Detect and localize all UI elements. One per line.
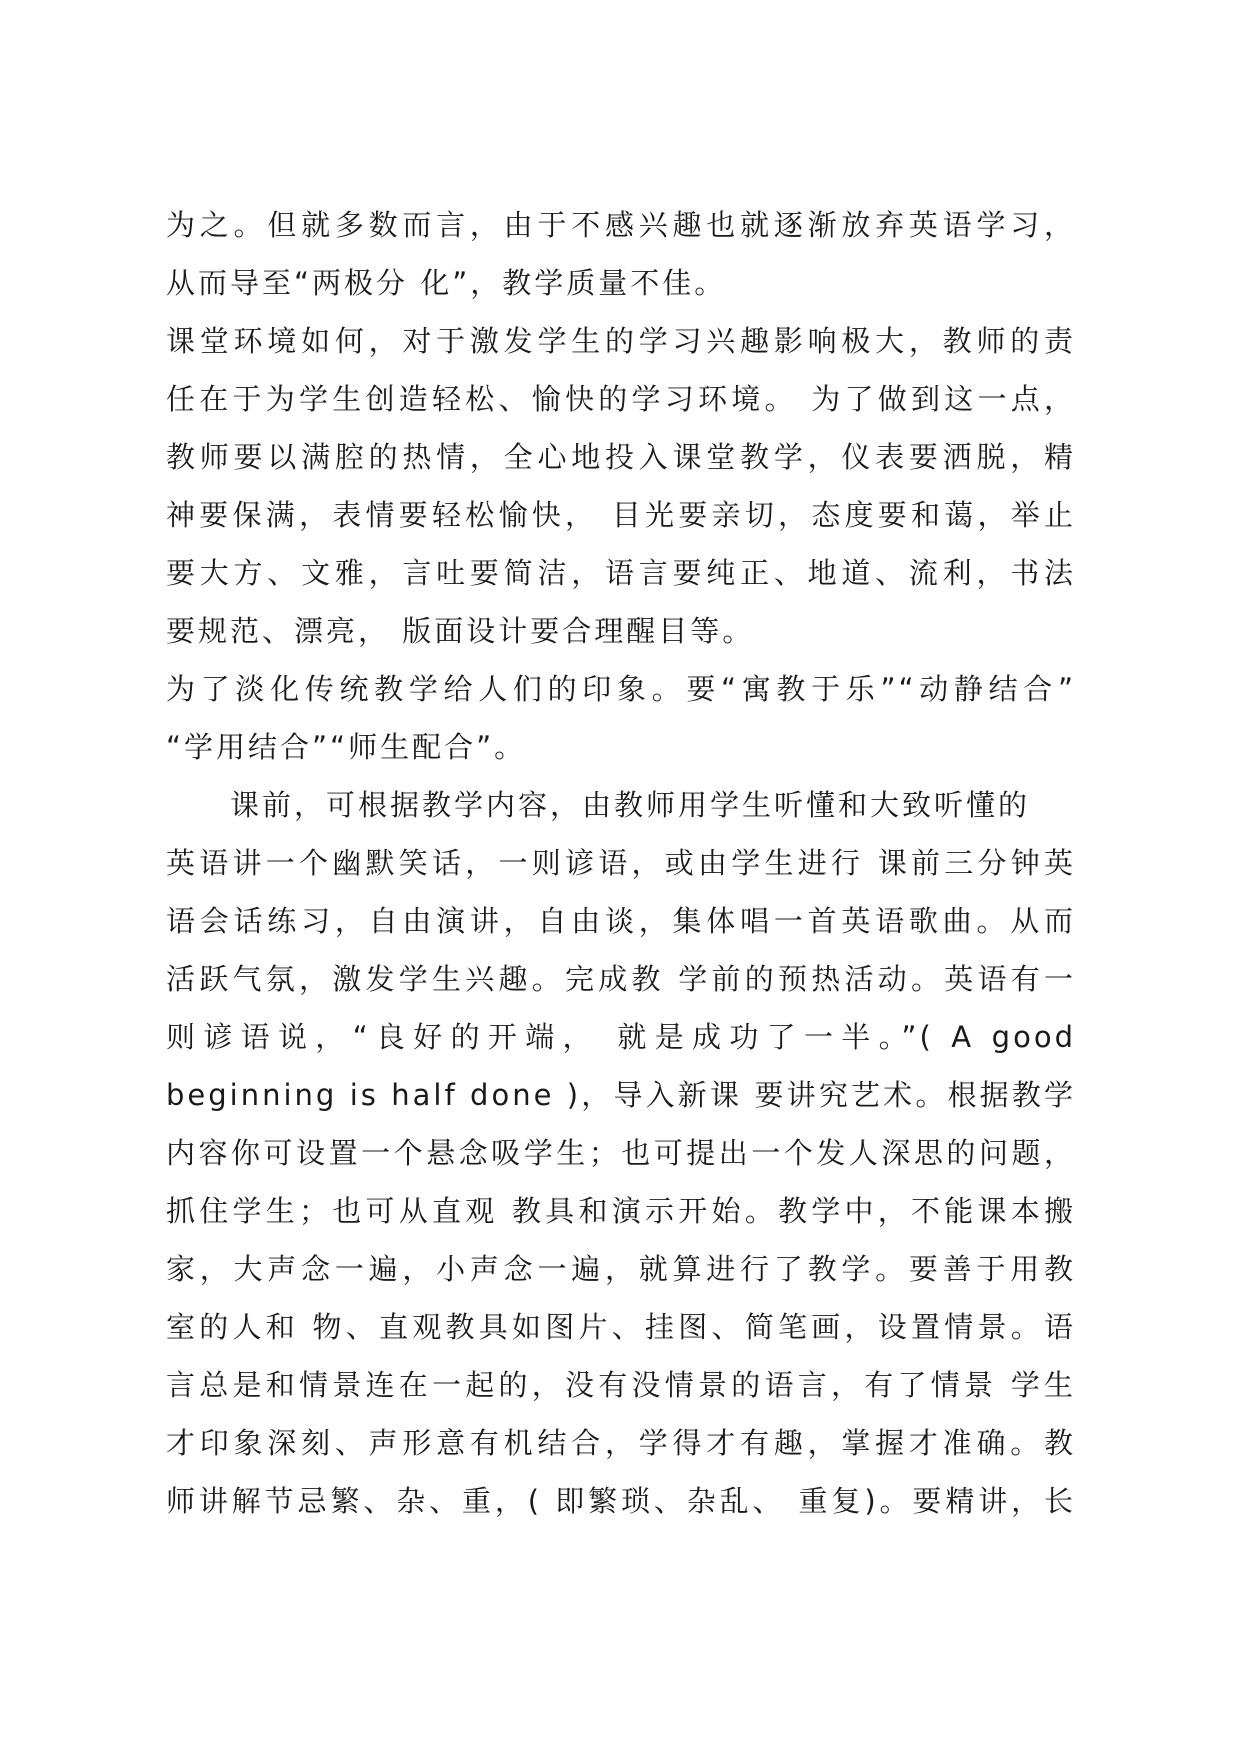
text-line: 为了淡化传统教学给人们的印象。要“寓教于乐”“动静结合” [166, 672, 1076, 706]
text-line: 言总是和情景连在一起的，没有没情景的语言，有了情景 学生 [166, 1368, 1076, 1402]
text-line: beginning is half done )，导入新课 要讲究艺术。根据教学 [166, 1078, 1076, 1112]
text-line: 要规范、漂亮， 版面设计要合理醒目等。 [166, 614, 755, 648]
text-line: 英语讲一个幽默笑话，一则谚语，或由学生进行 课前三分钟英 [166, 846, 1076, 880]
text-line: 则谚语说，“良好的开端， 就是成功了一半。”( A good [166, 1020, 1076, 1054]
text-line: 神要保满，表情要轻松愉快， 目光要亲切，态度要和蔼，举止 [166, 498, 1076, 532]
text-line: 课前，可根据教学内容，由教师用学生听懂和大致听懂的 [166, 788, 1031, 822]
text-line: 教师要以满腔的热情，全心地投入课堂教学，仪表要洒脱，精 [166, 440, 1076, 474]
text-line: 从而导至“两极分 化”，教学质量不佳。 [166, 266, 727, 300]
text-line: 才印象深刻、声形意有机结合，学得才有趣，掌握才准确。教 [166, 1426, 1076, 1460]
text-line: “学用结合”“师生配合”。 [166, 730, 527, 764]
text-line: 课堂环境如何，对于激发学生的学习兴趣影响极大，教师的责 [166, 324, 1076, 358]
text-line: 室的人和 物、直观教具如图片、挂图、简笔画，设置情景。语 [166, 1310, 1076, 1344]
text-line: 活跃气氛，激发学生兴趣。完成教 学前的预热活动。英语有一 [166, 962, 1076, 996]
body-text [166, 196, 1076, 1530]
text-line: 要大方、文雅，言吐要简洁，语言要纯正、地道、流利，书法 [166, 556, 1076, 590]
text-line: 任在于为学生创造轻松、愉快的学习环境。 为了做到这一点， [166, 382, 1076, 416]
text-line: 抓住学生；也可从直观 教具和演示开始。教学中，不能课本搬 [166, 1194, 1076, 1228]
text-line: 语会话练习，自由演讲，自由谈，集体唱一首英语歌曲。从而 [166, 904, 1076, 938]
text-line: 为之。但就多数而言，由于不感兴趣也就逐渐放弃英语学习， [166, 208, 1076, 242]
text-line: 内容你可设置一个悬念吸学生；也可提出一个发人深思的问题， [166, 1136, 1076, 1170]
text-line: 师讲解节忌繁、杂、重，( 即繁琐、杂乱、 重复)。要精讲，长 [166, 1484, 1076, 1518]
text-line: 家，大声念一遍，小声念一遍，就算进行了教学。要善于用教 [166, 1252, 1076, 1286]
